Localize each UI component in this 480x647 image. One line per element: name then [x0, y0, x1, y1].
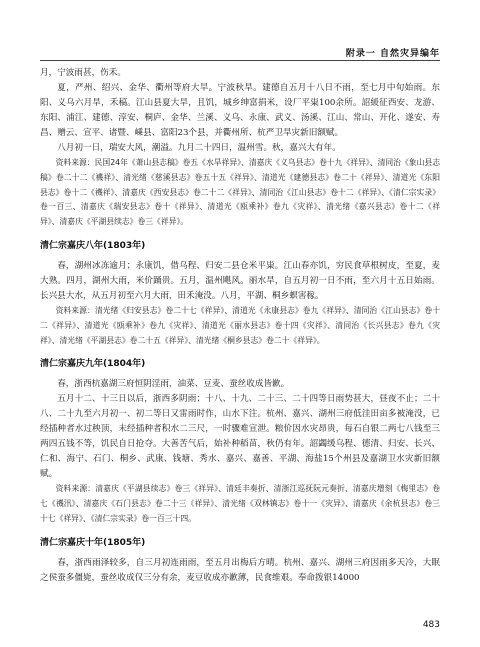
section-heading-1804: 清仁宗嘉庆九年(1804年) [40, 359, 146, 370]
sources-1802: 资料来源：民国24年《萧山县志稿》卷五《水旱祥异》、清嘉庆《义乌县志》卷十九《祥异》、清同治《象山县志稿》卷二十二《禨祥》、清光绪《慈溪县志》卷五十五《祥异》、清道光《建德县志》卷二十《祥异》、清道光《东阳县志》卷十二《禨祥》、清嘉庆《西安县志》卷二十二《祥异》、清同治《江山县志》卷十二《祥异》、《清仁宗实录》卷一百三、清嘉庆《瑞安县志》卷十《祥异》、清道光《瓯乘补》卷九《灾祥》、清光绪《嘉兴县志》卷十二《祥异》、清嘉庆《平湖县续志》卷三《祥异》。 [40, 158, 440, 227]
paragraph-summer-drought: 夏，严州、绍兴、金华、衢州等府大旱。宁波秋旱。建德自五月十八日不雨，至七月中旬始雨。东阳、义乌六月旱，禾稿。江山县夏大旱，且饥，城乡绅富捐米，设厂平粜100余所。詔緩征西安、龙游、东阳、浦江、建德、淳安、桐庐、金华、兰溪、义乌、永康、武义、汤溪、江山、常山、开化、遂安、寿昌、赠云、宣平、诸暨、嵊县、富阳23个县，并衢州所、杭严卫旱灾新旧额赋。 [40, 83, 440, 138]
paragraph-1804-spring: 春，浙西杭嘉湖三府恒阴淫雨，油菜、豆麦、蚕丝收成皆歉。 [57, 379, 290, 390]
page-number: 483 [422, 620, 440, 630]
header-rule [40, 60, 440, 61]
paragraph-1803-events: 春，湖州冰冻逾月；永康饥，借乌程、归安二县仓米平粜。江山春亦饥，穷民食草根树皮，至夏，麦大熟。四月，湖州大雨，米价踊贵。五月，温州飓风。丽水旱，自五月初一日不雨，至六月十五日始雨。长兴县大水，从五月初至六月大雨，田禾淹没。八月，平湖、桐乡螟害稼。 [40, 260, 440, 301]
section-heading-1803: 清仁宗嘉庆八年(1803年) [40, 240, 146, 251]
section-heading-1805: 清仁宗嘉庆十年(1805年) [40, 537, 146, 548]
sources-1803: 资料来源：清光绪《归安县志》卷二十七《祥异》、清道光《永康县志》卷九《祥异》、清同治《江山县志》卷十二《祥异》、清道光《瓯乘补》卷九《灾祥》、清道光《丽水县志》卷十四《灾祥》、清同治《长兴县志》卷九《灾祥》、清光绪《平湖县志》卷二十五《祥异》、清光绪《桐乡县志》卷二十《祥异》。 [40, 305, 440, 345]
paragraph-autumn-events: 八月初一日，瑞安大风，潮溢。九月二十四日，温州雪。秋，嘉兴大有年。 [57, 143, 341, 153]
sources-1804: 资料来源：清嘉庆《平湖县续志》卷三《祥异》、清廷丰奏折、清浙江巡抚阮元奏折、清嘉庆增刻《梅里志》卷七《禨汛》、清嘉庆《石门县志》卷二十三《祥异》、清光绪《双林镇志》卷十一《灾异》、清嘉庆《余杭县志》卷三十七《祥异》、《清仁宗实录》卷一百三十四。 [40, 484, 440, 523]
running-header: 附录一 自然灾异编年 [345, 49, 440, 59]
paragraph-1805-spring: 春，浙西雨泽较多，自三月初连雨雨，至五月出梅后方晴。杭州、嘉兴、湖州三府因雨多天冷，大眠之侯蚕多僵毙，蚕丝收成仅三分有余，麦豆收成亦歉薄，民食维艰。奉命拨银14000 [40, 557, 440, 583]
paragraph-continuation: 月，宁波雨甚，伤禾。 [40, 68, 126, 78]
paragraph-1804-flood: 五月十二、十三日以后，浙西多阴雨；十八、十九、二十三、二十四等日雨势甚大，昼夜不止；二十八、二十九至六月初一、初二等日又雷雨时作，山水下注。杭州、嘉兴、湖州三府低洼田亩多被淹没，已经插种者水过秧顶，未经插种者积水二三尺，一时骤难宣泄。粮价因水灾昂贵，每石自银二两七八钱至三两四五钱不等，饥民自日抢夺。大善苦气后，始补种稻苗，秋仍有年。詔蠲缓乌程、德清、归安、长兴、仁和、海宁、石门、桐乡、武康、钱塘、秀水、嘉兴、嘉善、平湖、海盐15个州县及嘉湖卫水灾新旧额赋。 [40, 394, 440, 480]
page-content [40, 66, 440, 586]
